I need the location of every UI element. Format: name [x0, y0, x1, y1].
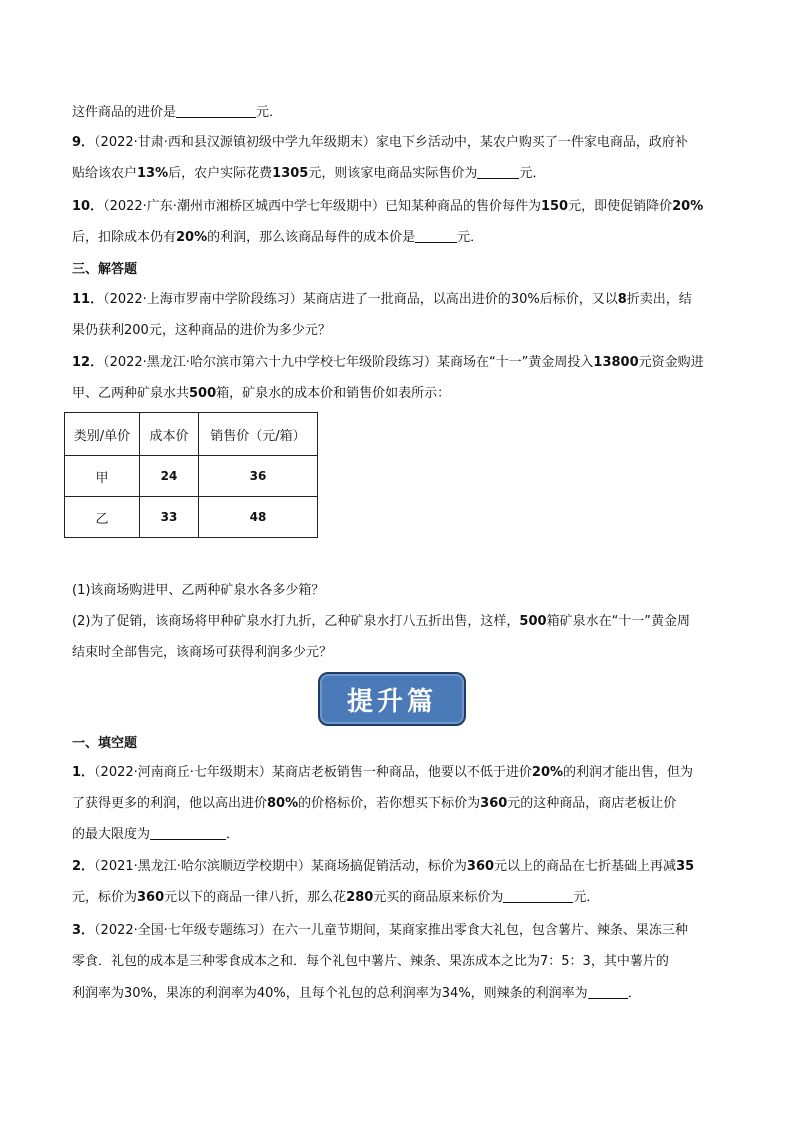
q9-number: 1305: [272, 166, 309, 181]
section-heading: 一、填空题: [72, 736, 138, 751]
table-cell: 36: [199, 456, 318, 497]
p3-text: ．: [627, 986, 641, 1001]
p3-line-3: [72, 984, 728, 1004]
p1-text: （2022·河南商丘·七年级期末）某商店老板销售一种商品，他要以不低于进价: [94, 765, 532, 780]
question-number: 3．: [72, 923, 95, 938]
table-row: [65, 497, 318, 538]
p1-text: 的利润才能出售，但为: [563, 765, 694, 780]
price-table: [64, 412, 318, 538]
q10-text: 的利润，那么该商品每件的成本价是: [207, 230, 416, 245]
table-cell: 乙: [65, 497, 140, 538]
q10-number: 150: [540, 199, 569, 214]
p3-text: （2022·全国·七年级专题练习）在六一儿童节期间，某商家推出零食大礼包，包含薯片、辣条、果冻三种: [94, 923, 688, 938]
p1-text: 了获得更多的利润，他以高出进价: [72, 796, 268, 811]
table-header-cell: 成本价: [140, 413, 199, 456]
q10-text: （2022·广东·潮州市湘桥区城西中学七年级期中）已知某种商品的售价每件为: [103, 199, 541, 214]
q12-text: （2022·黑龙江·哈尔滨市第六十九中学校七年级阶段练习）某商场在“十一”黄金周投入: [103, 355, 594, 370]
section-banner: 提升篇: [318, 672, 466, 726]
q12-number: 500: [519, 614, 547, 629]
q9-number: 13%: [137, 166, 169, 181]
q10-text: 元，即使促销降价: [568, 199, 673, 214]
question-number: 9．: [72, 135, 95, 150]
table-cell: 33: [140, 497, 199, 538]
q11-text: 果仍获利200元，这种商品的进价为多少元？: [72, 323, 331, 338]
q10-number: 20%: [176, 230, 208, 245]
p2-number: 280: [346, 890, 374, 905]
p2-text: （2021·黑龙江·哈尔滨顺迈学校期中）某商场搞促销活动，标价为: [94, 859, 467, 874]
q10-number: 20%: [672, 199, 704, 214]
section-heading: 三、解答题: [72, 262, 138, 277]
answer-blank[interactable]: [503, 888, 573, 903]
q12-sub-text: 箱矿泉水在“十一”黄金周: [546, 614, 691, 629]
p1-text: 的最大限度为: [72, 827, 151, 842]
q10-line-1: [72, 197, 728, 217]
question-number: 12．: [72, 355, 104, 370]
q12-sub-text: 结束时全部售完，该商场可获得利润多少元？: [72, 645, 333, 660]
q11-text: 折卖出，结: [626, 292, 692, 307]
q11-line-1: [72, 290, 728, 310]
answer-blank[interactable]: [477, 164, 519, 179]
p2-text: 元以上的商品在七折基础上再减: [494, 859, 677, 874]
p1-text: ．: [226, 827, 240, 842]
q12-text: 甲、乙两种矿泉水共: [72, 386, 190, 401]
p1-number: 360: [480, 796, 508, 811]
q12-sub-2-line-2: [72, 643, 728, 663]
p2-number: 360: [137, 890, 165, 905]
answer-blank[interactable]: [150, 825, 226, 840]
q12-line-2: [72, 384, 728, 404]
q12-sub-2-line-1: [72, 612, 728, 632]
p2-text: 元买的商品原来标价为: [373, 890, 504, 905]
p2-text: 元，标价为: [72, 890, 138, 905]
p2-line-1: [72, 857, 728, 877]
p3-text: 利润率为30%，果冻的利润率为40%，且每个礼包的总利润率为34%，则辣条的利润率为: [72, 986, 588, 1001]
q11-line-2: [72, 321, 728, 341]
p1-text: 的价格标价，若你想买下标价为: [298, 796, 481, 811]
q8-unit: 元．: [256, 105, 283, 120]
q11-number: 8: [617, 292, 627, 307]
q10-line-2: [72, 228, 728, 248]
question-number: 1．: [72, 765, 95, 780]
p2-number: 35: [676, 859, 695, 874]
q9-text: 元，则该家电商品实际售价为: [308, 166, 478, 181]
q12-sub-1: [72, 581, 728, 601]
q9-text: 后，农户实际花费: [168, 166, 273, 181]
q11-text: （2022·上海市罗南中学阶段练习）某商店进了一批商品，以高出进价的: [103, 292, 511, 307]
question-number: 10．: [72, 199, 104, 214]
q12-number: 13800: [593, 355, 639, 370]
q12-number: 500: [189, 386, 217, 401]
p1-line-3: [72, 825, 728, 845]
q9-text: 贴给该农户: [72, 166, 138, 181]
q9-line-2: [72, 164, 728, 184]
p2-number: 360: [466, 859, 495, 874]
q11-text: 后标价，又以: [539, 292, 618, 307]
q11-number: 30%: [510, 292, 540, 307]
q12-sub-text: (1)该商场购进甲、乙两种矿泉水各多少箱？: [72, 583, 325, 598]
question-number: 2．: [72, 859, 95, 874]
p1-line-2: [72, 794, 728, 814]
q12-line-1: [72, 353, 728, 373]
table-cell: 甲: [65, 456, 140, 497]
answer-blank[interactable]: [415, 228, 457, 243]
p1-number: 20%: [531, 765, 564, 780]
p1-text: 元的这种商品，商店老板让价: [507, 796, 677, 811]
table-row: [65, 456, 318, 497]
table-header-cell: 销售价（元/箱）: [199, 413, 318, 456]
q10-unit: 元．: [457, 230, 484, 245]
p2-unit: 元．: [573, 890, 600, 905]
q8-tail-line: [72, 103, 728, 123]
p3-line-2: [72, 952, 728, 972]
q12-text: 箱，矿泉水的成本价和销售价如表所示：: [216, 386, 451, 401]
q9-unit: 元．: [519, 166, 546, 181]
q10-text: 后，扣除成本仍有: [72, 230, 177, 245]
table-cell: 48: [199, 497, 318, 538]
p3-text: 零食．礼包的成本是三种零食成本之和．每个礼包中薯片、辣条、果冻成本之比为7：5：3，其中薯片的: [72, 954, 669, 969]
q12-sub-text: (2)为了促销，该商场将甲种矿泉水打九折，乙种矿泉水打八五折出售，这样，: [72, 614, 520, 629]
answer-blank[interactable]: [176, 103, 256, 118]
p2-line-2: [72, 888, 728, 908]
p1-line-1: [72, 763, 728, 783]
table-cell: 24: [140, 456, 199, 497]
table-header-cell: 类别/单价: [65, 413, 140, 456]
q9-line-1: [72, 133, 728, 153]
question-number: 11．: [72, 292, 104, 307]
q8-text: 这件商品的进价是: [72, 105, 177, 120]
q12-text: 元资金购进: [638, 355, 704, 370]
p1-number: 80%: [267, 796, 299, 811]
q9-text: （2022·甘肃·西和县汉源镇初级中学九年级期末）家电下乡活动中，某农户购买了一件家电商品，政府补: [94, 135, 688, 150]
answer-blank[interactable]: [588, 984, 628, 999]
table-header-row: [65, 413, 318, 456]
p3-line-1: [72, 921, 728, 941]
p2-text: 元以下的商品一律八折，那么花: [164, 890, 347, 905]
